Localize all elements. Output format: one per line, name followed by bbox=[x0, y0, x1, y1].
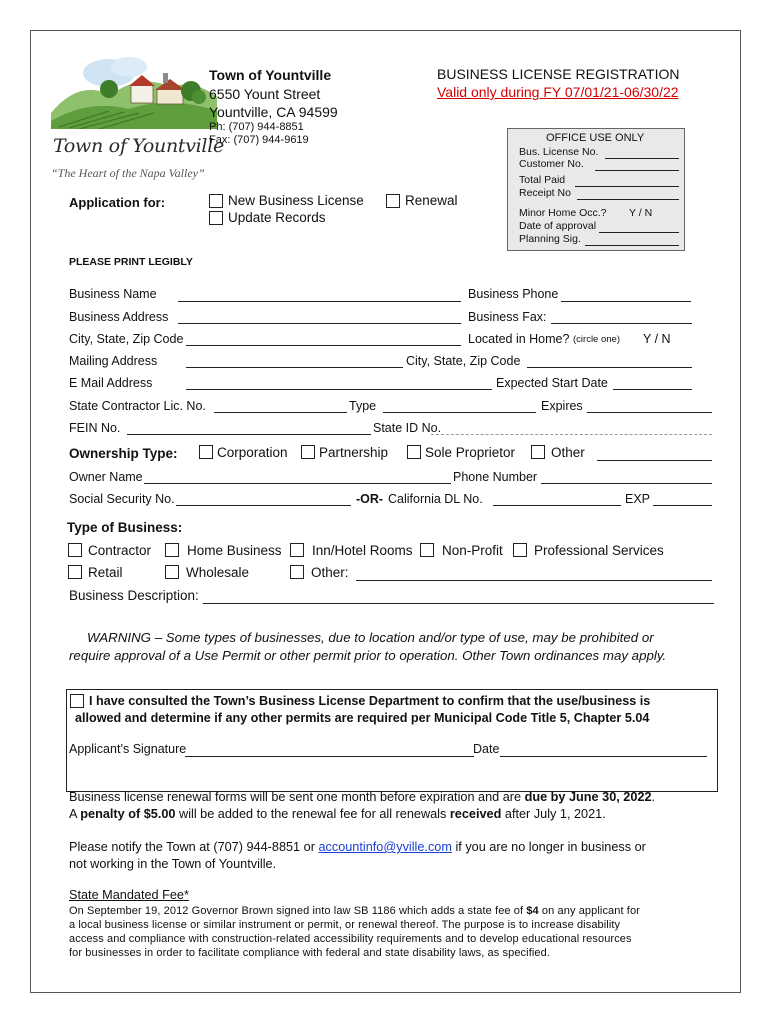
business-name-line[interactable] bbox=[178, 301, 461, 302]
owner-name-line[interactable] bbox=[144, 483, 451, 484]
wholesale-label: Wholesale bbox=[186, 565, 250, 580]
circle-one-note: (circle one) bbox=[573, 334, 620, 345]
located-home-label: Located in Home? bbox=[468, 332, 570, 346]
city-state-zip-label: City, State, Zip Code bbox=[69, 332, 184, 346]
form-title: BUSINESS LICENSE REGISTRATION bbox=[437, 66, 680, 82]
office-receipt-no-line[interactable] bbox=[577, 199, 679, 200]
signature-label: Applicant’s Signature bbox=[69, 742, 187, 756]
consult-line-2: allowed and determine if any other permits are required per Municipal Code Title 5, Chapter 5.04 bbox=[75, 711, 650, 725]
business-description-line[interactable] bbox=[203, 603, 714, 604]
state-fee-line-1: On September 19, 2012 Governor Brown signed into law SB 1186 which adds a state fee of $4 on any applicant for bbox=[69, 905, 640, 917]
ownership-type-label: Ownership Type: bbox=[69, 446, 178, 461]
vineyard-hills-illustration bbox=[49, 51, 219, 129]
office-total-paid-line[interactable] bbox=[575, 186, 679, 187]
business-other-line[interactable] bbox=[356, 580, 712, 581]
fein-line[interactable] bbox=[127, 434, 371, 435]
renewal-label: Renewal bbox=[405, 193, 458, 208]
non-profit-label: Non-Profit bbox=[442, 543, 503, 558]
office-license-no-label: Bus. License No. bbox=[519, 146, 599, 158]
type-line[interactable] bbox=[383, 412, 536, 413]
consult-checkbox[interactable] bbox=[70, 694, 84, 708]
exp-line[interactable] bbox=[653, 505, 712, 506]
corporation-label: Corporation bbox=[217, 445, 288, 460]
office-planning-sig-line[interactable] bbox=[585, 245, 679, 246]
town-name: Town of Yountville bbox=[209, 67, 332, 83]
business-fax-label: Business Fax: bbox=[468, 310, 547, 324]
town-street: 6550 Yount Street bbox=[209, 86, 321, 102]
start-date-label: Expected Start Date bbox=[496, 376, 608, 390]
logo-script-name: Town of Yountville bbox=[53, 135, 224, 157]
owner-phone-label: Phone Number bbox=[453, 470, 538, 484]
signature-line[interactable] bbox=[185, 756, 474, 757]
contractor-lic-line[interactable] bbox=[214, 412, 347, 413]
ca-dl-label: California DL No. bbox=[388, 492, 483, 506]
town-logo bbox=[49, 51, 224, 191]
contractor-label: Contractor bbox=[88, 543, 152, 558]
notify-line-1: Please notify the Town at (707) 944-8851 or accountinfo@yville.com if you are no longer in business or bbox=[69, 840, 646, 854]
business-phone-line[interactable] bbox=[561, 301, 691, 302]
business-phone-label: Business Phone bbox=[468, 287, 559, 301]
contractor-lic-label: State Contractor Lic. No. bbox=[69, 399, 206, 413]
owner-name-label: Owner Name bbox=[69, 470, 143, 484]
office-customer-no-label: Customer No. bbox=[519, 158, 584, 170]
signature-date-line[interactable] bbox=[500, 756, 707, 757]
ssn-line[interactable] bbox=[176, 505, 351, 506]
state-id-line[interactable] bbox=[431, 434, 712, 435]
office-date-approval-line[interactable] bbox=[599, 232, 679, 233]
mailing-address-label: Mailing Address bbox=[69, 354, 158, 368]
business-address-line[interactable] bbox=[178, 323, 461, 324]
account-email-link[interactable]: accountinfo@yville.com bbox=[318, 840, 452, 854]
partnership-checkbox[interactable] bbox=[301, 445, 315, 459]
warning-line-1: WARNING – Some types of businesses, due to location and/or type of use, may be prohibited or bbox=[87, 630, 654, 645]
town-fax: Fax: (707) 944-9619 bbox=[209, 134, 309, 146]
office-minor-home-label: Minor Home Occ.? bbox=[519, 207, 607, 219]
office-total-paid-label: Total Paid bbox=[519, 174, 566, 186]
mailing-city-line[interactable] bbox=[527, 367, 692, 368]
office-use-title: OFFICE USE ONLY bbox=[546, 132, 645, 144]
office-date-approval-label: Date of approval bbox=[519, 220, 597, 232]
renewal-checkbox[interactable] bbox=[386, 194, 400, 208]
fein-label: FEIN No. bbox=[69, 421, 121, 435]
business-other-label: Other: bbox=[311, 565, 349, 580]
signature-date-label: Date bbox=[473, 742, 500, 756]
business-description-label: Business Description: bbox=[69, 588, 199, 603]
retail-label: Retail bbox=[88, 565, 123, 580]
partnership-label: Partnership bbox=[319, 445, 389, 460]
update-records-label: Update Records bbox=[228, 210, 326, 225]
state-fee-line-4: for businesses in order to facilitate compliance with federal and state disability laws, as specified. bbox=[69, 947, 550, 959]
business-name-label: Business Name bbox=[69, 287, 157, 301]
update-records-checkbox[interactable] bbox=[209, 211, 223, 225]
office-customer-no-line[interactable] bbox=[595, 170, 679, 171]
state-fee-line-3: access and compliance with construction-related accessibility requirements and to develop educational resources bbox=[69, 933, 632, 945]
notify-line-2: not working in the Town of Yountville. bbox=[69, 857, 277, 871]
application-for-label: Application for: bbox=[69, 195, 166, 210]
city-state-zip-line[interactable] bbox=[186, 345, 461, 346]
office-receipt-no-label: Receipt No bbox=[519, 187, 571, 199]
owner-phone-line[interactable] bbox=[541, 483, 712, 484]
consult-line-1: I have consulted the Town’s Business License Department to confirm that the use/business is bbox=[89, 694, 651, 708]
ownership-other-checkbox[interactable] bbox=[531, 445, 545, 459]
office-minor-home-yn: Y / N bbox=[629, 207, 653, 219]
located-home-yn[interactable]: Y / N bbox=[643, 332, 671, 346]
town-phone: Ph: (707) 944-8851 bbox=[209, 121, 304, 133]
print-legibly-note: PLEASE PRINT LEGIBLY bbox=[69, 256, 193, 268]
type-of-business-label: Type of Business: bbox=[67, 520, 183, 535]
email-line[interactable] bbox=[186, 389, 492, 390]
business-fax-line[interactable] bbox=[551, 323, 692, 324]
retail-checkbox[interactable] bbox=[68, 565, 82, 579]
office-planning-sig-label: Planning Sig. bbox=[519, 233, 581, 245]
email-label: E Mail Address bbox=[69, 376, 153, 390]
exp-label: EXP bbox=[625, 492, 651, 506]
contractor-checkbox[interactable] bbox=[68, 543, 82, 557]
professional-services-label: Professional Services bbox=[534, 543, 664, 558]
start-date-line[interactable] bbox=[613, 389, 692, 390]
state-id-label: State ID No. bbox=[373, 421, 442, 435]
home-business-checkbox[interactable] bbox=[165, 543, 179, 557]
consult-box bbox=[66, 689, 718, 792]
expires-label: Expires bbox=[541, 399, 583, 413]
renewal-line-2: A penalty of $5.00 will be added to the renewal fee for all renewals received after July 1, 2021. bbox=[69, 807, 606, 821]
business-address-label: Business Address bbox=[69, 310, 169, 324]
mailing-address-line[interactable] bbox=[186, 367, 403, 368]
town-city: Yountville, CA 94599 bbox=[209, 104, 338, 120]
office-license-no-line[interactable] bbox=[605, 158, 679, 159]
expires-line[interactable] bbox=[587, 412, 712, 413]
inn-hotel-checkbox[interactable] bbox=[290, 543, 304, 557]
or-separator: -OR- bbox=[356, 492, 384, 506]
warning-line-2: require approval of a Use Permit or other permit prior to operation. Other Town ordinances may apply. bbox=[69, 648, 667, 663]
new-license-label: New Business License bbox=[228, 193, 364, 208]
state-fee-heading: State Mandated Fee* bbox=[69, 888, 189, 902]
new-license-checkbox[interactable] bbox=[209, 194, 223, 208]
sole-proprietor-checkbox[interactable] bbox=[407, 445, 421, 459]
type-label: Type bbox=[349, 399, 377, 413]
state-fee-line-2: a local business license or similar instrument or permit, or renewal thereof. The purpose is to increase disability bbox=[69, 919, 621, 931]
wholesale-checkbox[interactable] bbox=[165, 565, 179, 579]
validity-period: Valid only during FY 07/01/21-06/30/22 bbox=[437, 84, 679, 100]
ssn-label: Social Security No. bbox=[69, 492, 175, 506]
corporation-checkbox[interactable] bbox=[199, 445, 213, 459]
form-page bbox=[30, 30, 741, 993]
renewal-line-1: Business license renewal forms will be sent one month before expiration and are due by June 30, 2022. bbox=[69, 790, 656, 804]
sole-proprietor-label: Sole Proprietor bbox=[425, 445, 516, 460]
business-other-checkbox[interactable] bbox=[290, 565, 304, 579]
home-business-label: Home Business bbox=[187, 543, 282, 558]
ca-dl-line[interactable] bbox=[493, 505, 621, 506]
non-profit-checkbox[interactable] bbox=[420, 543, 434, 557]
ownership-other-line[interactable] bbox=[597, 460, 712, 461]
ownership-other-label: Other bbox=[551, 445, 585, 460]
office-use-box bbox=[507, 128, 685, 251]
mailing-city-label: City, State, Zip Code bbox=[406, 354, 521, 368]
professional-services-checkbox[interactable] bbox=[513, 543, 527, 557]
logo-tagline: “The Heart of the Napa Valley” bbox=[51, 166, 205, 180]
inn-hotel-label: Inn/Hotel Rooms bbox=[312, 543, 413, 558]
